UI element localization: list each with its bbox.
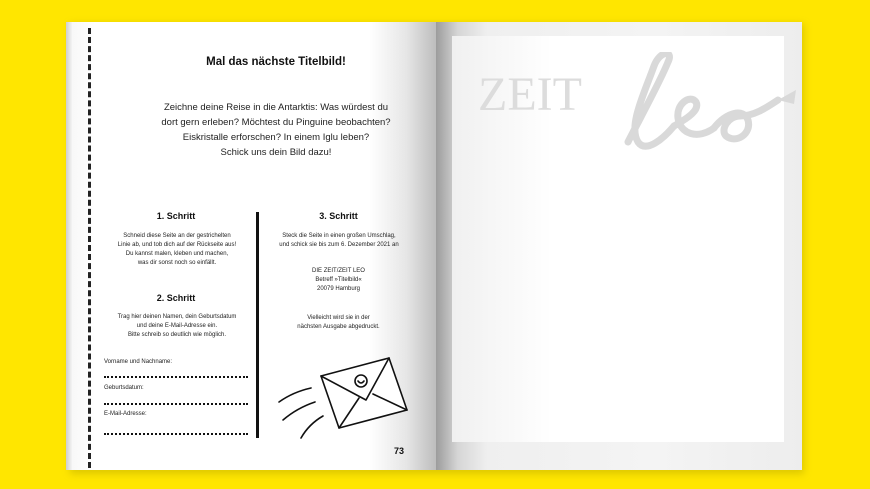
intro-line: dort gern erleben? Möchtest du Pinguine beobachten? xyxy=(161,117,391,128)
email-field-label: E-Mail-Adresse: xyxy=(104,411,147,417)
step3-line: und schick sie bis zum 6. Dezember 2021 an xyxy=(279,242,399,248)
step3-text xyxy=(262,232,416,250)
intro-line: Eiskristalle erforschen? In einem Iglu leben? xyxy=(182,132,370,143)
step1-heading: 1. Schritt xyxy=(156,211,196,221)
publication-note xyxy=(266,314,411,332)
logo-zeit-text: ZEIT xyxy=(478,68,582,121)
name-field-label: Vorname und Nachname: xyxy=(104,359,173,365)
intro-text xyxy=(126,100,426,160)
logo-leo-script xyxy=(628,53,778,146)
intro-line: Schick uns dein Bild dazu! xyxy=(220,147,332,158)
column-divider xyxy=(256,212,259,438)
step1-text xyxy=(102,232,252,268)
cover-drawing-area xyxy=(452,36,784,442)
note-line: Vielleicht wird sie in der xyxy=(307,315,370,321)
step2-text xyxy=(102,313,252,340)
step3-heading: 3. Schritt xyxy=(319,211,358,221)
right-page xyxy=(436,22,802,470)
address-line: DIE ZEIT/ZEIT LEO xyxy=(312,268,365,274)
page-edge xyxy=(66,22,72,470)
page-number: 73 xyxy=(394,446,405,456)
step2-line: Bitte schreib so deutlich wie möglich. xyxy=(127,332,227,338)
birthdate-field-line[interactable] xyxy=(104,403,248,405)
left-page xyxy=(66,22,436,470)
step1-line: Linie ab, und tob dich auf der Rückseite aus! xyxy=(117,242,237,248)
step3-line: Steck die Seite in einen großen Umschlag, xyxy=(282,233,396,239)
email-field-line[interactable] xyxy=(104,433,248,435)
step1-line: was dir sonst noch so einfällt. xyxy=(137,260,217,266)
step2-line: und deine E-Mail-Adresse ein. xyxy=(136,323,218,329)
intro-line: Zeichne deine Reise in die Antarktis: Was würdest du xyxy=(163,102,389,113)
address-line: 20079 Hamburg xyxy=(316,286,361,292)
birthdate-field-label: Geburtsdatum: xyxy=(104,385,144,391)
step2-heading: 2. Schritt xyxy=(156,293,196,303)
name-field-line[interactable] xyxy=(104,376,248,378)
envelope-icon xyxy=(271,348,411,440)
page-title: Mal das nächste Titelbild! xyxy=(206,56,346,68)
postal-address xyxy=(266,267,411,294)
cut-line-dashed xyxy=(88,28,91,468)
zeit-leo-logo xyxy=(478,52,798,162)
note-line: nächsten Ausgabe abgedruckt. xyxy=(297,324,380,330)
address-line: Betreff »Titelbild« xyxy=(315,277,362,283)
step1-line: Schneid diese Seite an der gestrichelten xyxy=(123,233,231,239)
step2-line: Trag hier deinen Namen, dein Geburtsdatum xyxy=(117,314,237,320)
magazine-spread xyxy=(66,22,802,470)
step1-line: Du kannst malen, kleben und machen, xyxy=(125,251,229,257)
